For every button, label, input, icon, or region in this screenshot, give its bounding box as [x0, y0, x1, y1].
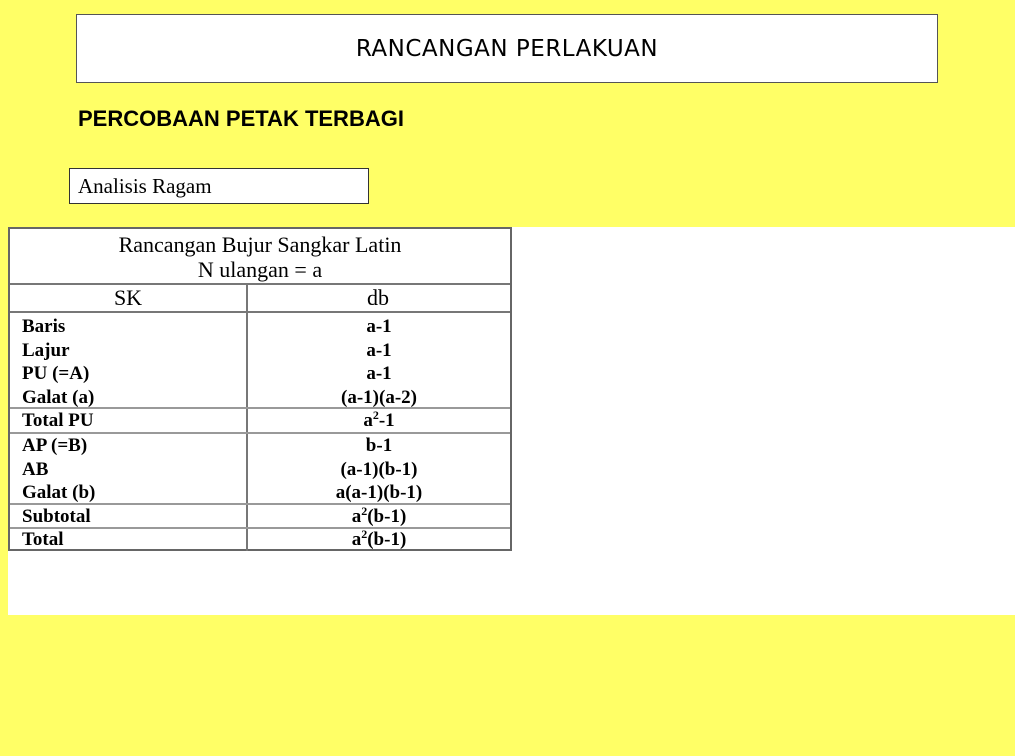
- row-db: $a^2(b-1)$: [351, 527, 407, 550]
- table-group-sub-plot: [10, 434, 510, 505]
- slide-subtitle: PERCOBAAN PETAK TERBAGI: [78, 106, 404, 131]
- table-row: [10, 434, 510, 458]
- row-db: b-1: [365, 435, 393, 456]
- row-sk: Lajur: [22, 339, 70, 361]
- table-heading-line2: N ulangan = a: [197, 257, 323, 282]
- table-heading: [10, 229, 510, 285]
- row-sk: Baris: [22, 316, 66, 337]
- table-row: [10, 458, 510, 482]
- column-header-sk: SK: [10, 285, 246, 313]
- table-row: [10, 362, 510, 386]
- column-header-db: db: [246, 285, 510, 313]
- row-sk: Galat (a): [22, 386, 95, 408]
- slide-title: RANCANGAN PERLAKUAN: [355, 35, 659, 62]
- table-row: [10, 339, 510, 363]
- section-label-box: [69, 168, 369, 204]
- table-row: [10, 481, 510, 505]
- row-db: $a^2(b-1)$: [351, 504, 407, 527]
- table-group-total-pu: [10, 409, 510, 434]
- row-db: $a^2-1$: [363, 408, 395, 431]
- table-row: [10, 529, 510, 551]
- row-sk: Total PU: [22, 410, 94, 431]
- row-db: a-1: [366, 363, 392, 384]
- row-sk: Subtotal: [22, 506, 91, 527]
- row-sk: AP (=B): [22, 435, 88, 456]
- anova-table: [8, 227, 512, 551]
- row-sk: AB: [22, 458, 49, 480]
- table-group-main-plot: [10, 313, 510, 409]
- row-db: a(a-1)(b-1): [335, 482, 423, 503]
- table-group-total: [10, 529, 510, 551]
- table-row: [10, 505, 510, 529]
- row-db: (a-1)(b-1): [340, 458, 418, 480]
- row-db: (a-1)(a-2): [341, 386, 417, 408]
- table-heading-line1: Rancangan Bujur Sangkar Latin: [118, 232, 402, 257]
- section-label: Analisis Ragam: [78, 173, 212, 198]
- row-db: a-1: [366, 316, 392, 337]
- row-db: a-1: [366, 339, 392, 361]
- table-row: [10, 315, 510, 339]
- row-sk: Total: [22, 529, 64, 550]
- table-group-subtotal: [10, 505, 510, 529]
- slide-title-box: [76, 14, 938, 83]
- row-sk: PU (=A): [22, 363, 90, 384]
- table-row: [10, 409, 510, 433]
- row-sk: Galat (b): [22, 482, 96, 503]
- table-row: [10, 386, 510, 410]
